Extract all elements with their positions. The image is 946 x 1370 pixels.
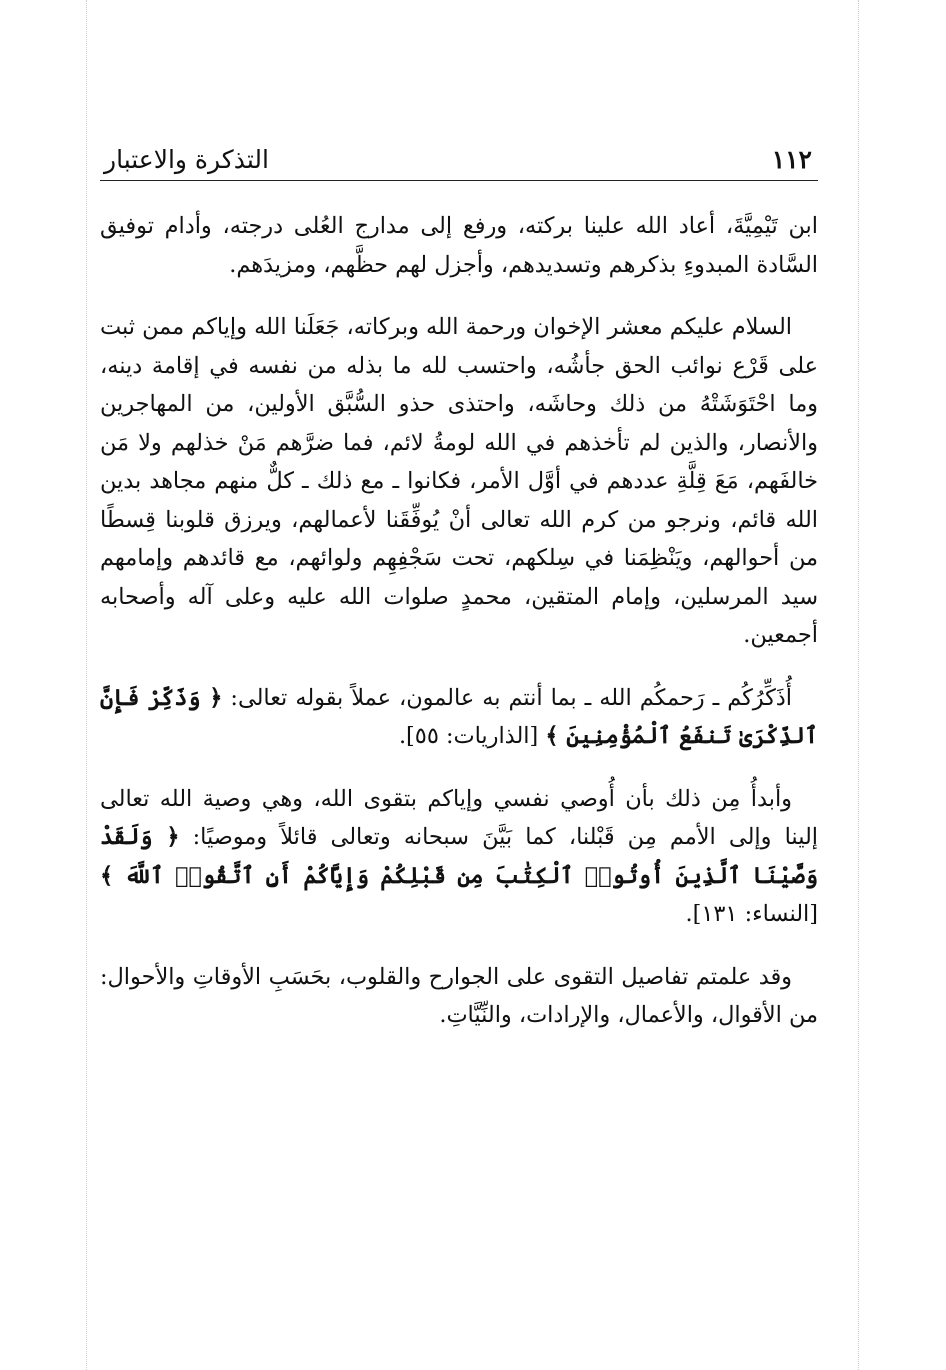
running-title: التذكرة والاعتبار: [104, 145, 269, 174]
quran-verse-nisa: ﴿ وَلَقَدْ وَصَّيْنَا ٱلَّذِينَ أُوتُوا۟ ٱلْكِتَٰبَ مِن قَبْلِكُمْ وَإِيَّاكُمْ أَنِ ٱتَّقُوا۟ ٱللَّهَ ﴾: [100, 824, 818, 889]
book-page: [100, 140, 818, 1059]
body-text: [100, 207, 818, 1035]
quran-verse-dhariyat: ﴿ وَذَكِّرْ فَإِنَّ ٱلذِّكْرَىٰ تَنفَعُ ٱلْمُؤْمِنِينَ ﴾: [100, 684, 818, 749]
verse-citation-nisa: [النساء: ١٣١].: [685, 901, 818, 927]
margin-guide-left: [86, 0, 87, 1370]
paragraph-greeting: السلام عليكم معشر الإخوان ورحمة الله وبركاته، جَعَلَنا الله وإياكم ممن ثبت على قَرْع نوائب الحق جأشُه، واحتسب لله ما بذله من نفسه في إقامة دينه، وما احْتَوَشَتْهُ من ذلك وحاشَه، واحتذى حذو السُّبَّق الأولين، من المهاجرين والأنصار، والذين لم تأخذهم في الله لومةُ لائم، فما ضرَّهم مَنْ خذلهم ولا مَن خالفَهم، مَعَ قِلَّةِ عددهم في أوَّل الأمر، فكانوا ـ مع ذلك ـ كلٌّ منهم مجاهد بدين الله قائم، ونرجو من كرم الله تعالى أنْ يُوفِّقَنا لأعمالهم، ويرزق قلوبنا قِسطًا من أحوالهم، ويَنْظِمَنا في سِلكهم، تحت سَجْفِهِم ولوائهم، مع قائدهم وإمامهم سيد المرسلين، وإمام المتقين، محمدٍ صلوات الله عليه وعلى آله وأصحابه أجمعين.: [100, 314, 818, 648]
paragraph-reminder: [100, 679, 818, 756]
taqwa-advice-text: وأبدأُ مِن ذلك بأن أُوصي نفسي وإياكم بتقوى الله، وهي وصية الله تعالى إلينا وإلى الأمم مِن قَبْلنا، كما بَيَّنَ سبحانه وتعالى قائلاً وموصيًا:: [100, 785, 818, 850]
paragraph-taqwa-details: وقد علمتم تفاصيل التقوى على الجوارح والقلوب، بحَسَبِ الأوقاتِ والأحوال: من الأقوال، والأعمال، والإرادات، والنِّيَّاتِ.: [100, 963, 818, 1028]
running-header: [100, 140, 818, 181]
verse-citation-dhariyat: [الذاريات: ٥٥].: [398, 723, 539, 749]
margin-guide-right: [858, 0, 859, 1370]
reminder-text: أُذَكِّرُكُم ـ رَحمكُم الله ـ بما أنتم به عالمون، عملاً بقوله تعالى:: [230, 684, 792, 711]
paragraph-opening: ابن تَيْمِيَّةَ، أعاد الله علينا بركته، ورفع إلى مدارج العُلى درجته، وأدام توفيق السَّادة المبدوءِ بذكرهم وتسديدهم، وأجزل لهم حظَّهم، ومزيدَهم.: [100, 213, 818, 278]
paragraph-taqwa-advice: [100, 780, 818, 934]
page-number: ١١٢: [771, 145, 812, 174]
